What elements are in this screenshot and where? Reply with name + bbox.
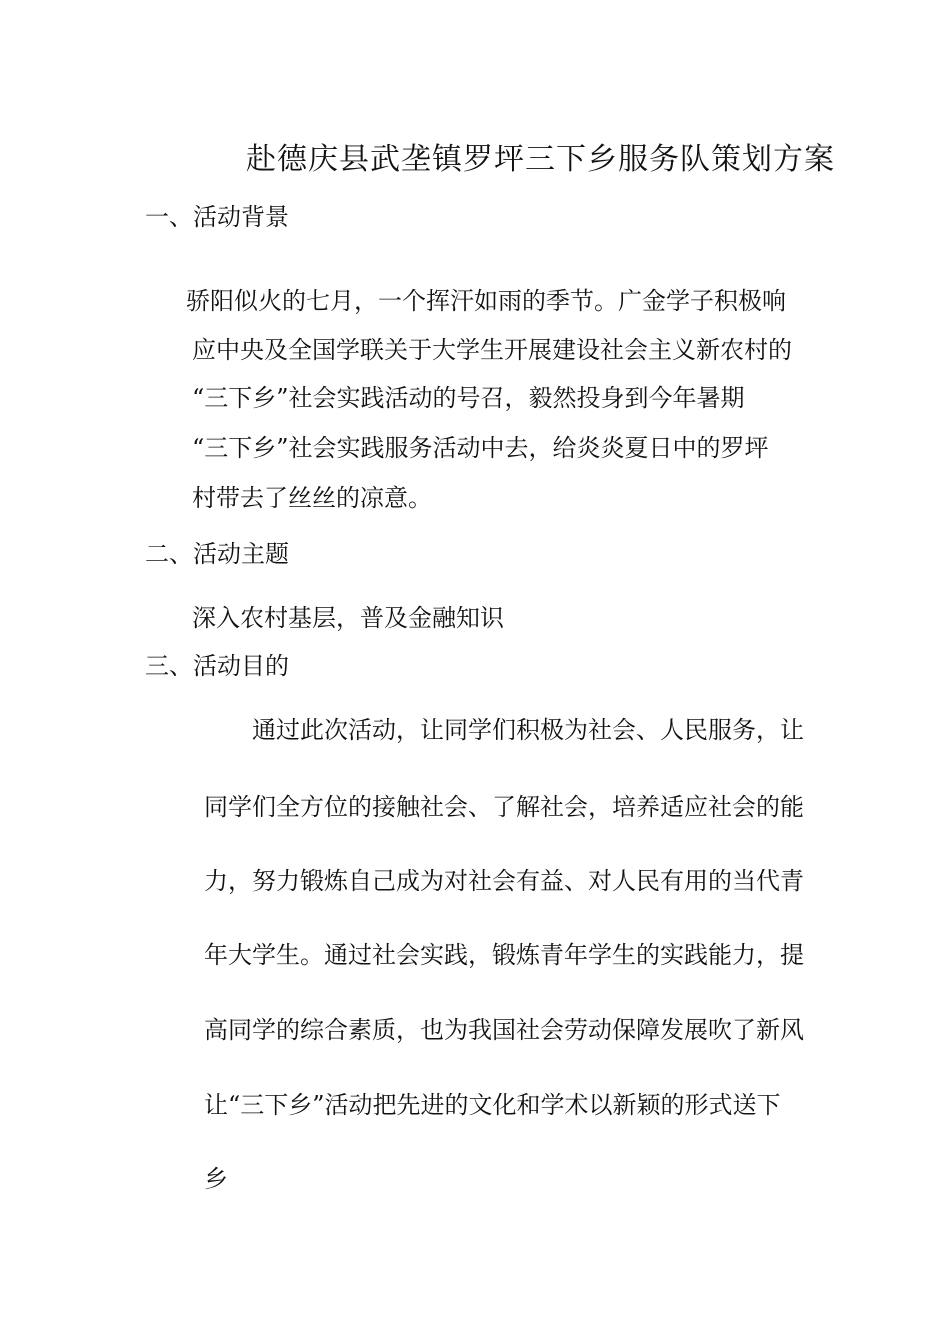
document-title: 赴德庆县武垄镇罗坪三下乡服务队策划方案 <box>246 142 835 177</box>
paragraph-line: 村带去了丝丝的凉意。 <box>192 484 432 512</box>
paragraph-line: 通过此次活动，让同学们积极为社会、人民服务，让 <box>252 716 804 744</box>
paragraph-line: 力，努力锻炼自己成为对社会有益、对人民有用的当代青 <box>204 867 804 895</box>
paragraph-line: 同学们全方位的接触社会、了解社会，培养适应社会的能 <box>204 793 804 821</box>
section-heading-purpose: 三、活动目的 <box>145 652 289 680</box>
paragraph-line: 骄阳似火的七月，一个挥汗如雨的季节。广金学子积极响 <box>186 287 786 315</box>
paragraph-line: 让“三下乡”活动把先进的文化和学术以新颖的形式送下 <box>204 1091 781 1119</box>
paragraph-line: “三下乡”社会实践服务活动中去，给炎炎夏日中的罗坪 <box>192 434 769 462</box>
section-heading-theme: 二、活动主题 <box>145 540 289 568</box>
paragraph-line: 应中央及全国学联关于大学生开展建设社会主义新农村的 <box>192 336 792 364</box>
paragraph-line: 深入农村基层，普及金融知识 <box>192 604 504 632</box>
paragraph-line: “三下乡”社会实践活动的号召，毅然投身到今年暑期 <box>192 384 745 412</box>
paragraph-line: 高同学的综合素质，也为我国社会劳动保障发展吹了新风 <box>204 1016 804 1044</box>
section-heading-background: 一、活动背景 <box>145 203 289 231</box>
paragraph-line: 年大学生。通过社会实践，锻炼青年学生的实践能力，提 <box>204 941 804 969</box>
paragraph-line: 乡 <box>204 1165 228 1193</box>
